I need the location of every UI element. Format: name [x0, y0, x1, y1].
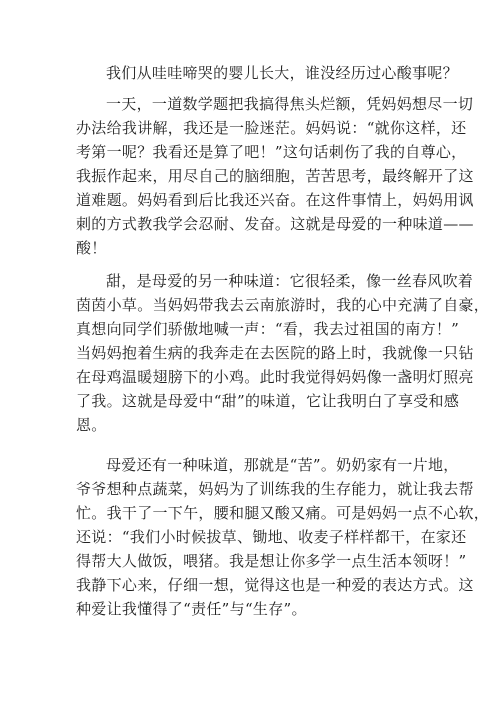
- paragraph-line: 在母鸡温暖翅膀下的小鸡。此时我觉得妈妈像一盏明灯照亮: [76, 368, 474, 386]
- paragraph-line: 考第一呢？我看还是算了吧！”这句话刺伤了我的自尊心，: [76, 143, 467, 161]
- paragraph-line: 忙。我干了一下午，腰和腿又酸又痛。可是妈妈一点不心软，: [76, 504, 490, 522]
- paragraph-line: 爷爷想种点蔬菜，妈妈为了训练我的生存能力，就让我去帮: [76, 480, 474, 498]
- paragraph-line: 一天，一道数学题把我搞得焦头烂额，凭妈妈想尽一切: [106, 95, 474, 113]
- paragraph-line: 当妈妈抱着生病的我奔走在去医院的路上时，我就像一只钻: [76, 344, 474, 362]
- paragraph-line: 种爱让我懂得了“责任”与“生存”。: [76, 600, 307, 618]
- paragraph-line: 还说：“我们小时候拔草、锄地、收麦子样样都干，在家还: [76, 528, 467, 546]
- paragraph-line: 真想向同学们骄傲地喊一声：“看，我去过祖国的南方！”: [76, 320, 460, 338]
- paragraph-line: 道难题。妈妈看到后比我还兴奋。在这件事情上，妈妈用讽: [76, 191, 474, 209]
- paragraph-line: 母爱还有一种味道，那就是“苦”。奶奶家有一片地，: [106, 456, 459, 474]
- paragraph-line: 我振作起来，用尽自己的脑细胞，苦苦思考，最终解开了这: [76, 167, 474, 185]
- paragraph-line: 酸！: [76, 239, 107, 257]
- paragraph-line: 了我。这就是母爱中“甜”的味道，它让我明白了享受和感: [76, 392, 460, 410]
- paragraph-line: 办法给我讲解，我还是一脸迷茫。妈妈说：“就你这样，还: [76, 119, 467, 137]
- paragraph-line: 刺的方式教我学会忍耐、发奋。这就是母爱的一种味道——: [76, 215, 474, 233]
- paragraph-line: 茵茵小草。当妈妈带我去云南旅游时，我的心中充满了自豪，: [76, 296, 490, 314]
- paragraph-line: 甜，是母爱的另一种味道：它很轻柔，像一丝春风吹着: [106, 272, 474, 290]
- paragraph-line: 我静下心来，仔细一想，觉得这也是一种爱的表达方式。这: [76, 576, 474, 594]
- paragraph-line: 我们从哇哇啼哭的婴儿长大，谁没经历过心酸事呢？: [106, 64, 458, 82]
- paragraph-line: 恩。: [76, 416, 107, 434]
- paragraph-line: 得帮大人做饭，喂猪。我是想让你多学一点生活本领呀！”: [76, 552, 467, 570]
